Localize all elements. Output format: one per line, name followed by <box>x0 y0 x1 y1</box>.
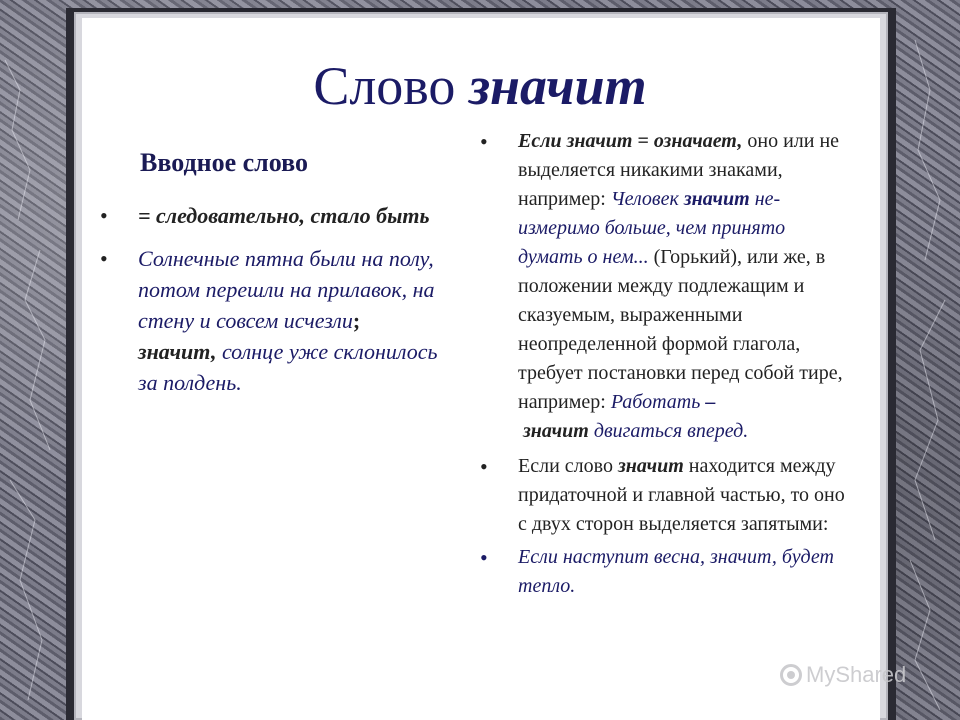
watermark: MyShared <box>780 658 906 692</box>
left-column <box>100 200 450 398</box>
right-column <box>480 127 852 601</box>
bullet-icon: • <box>480 454 488 479</box>
left-heading: Вводное слово <box>140 148 308 177</box>
right-bullet-example: • Если наступит весна, значит, будет тепло. <box>480 545 834 597</box>
bullet-icon: • <box>480 129 488 154</box>
bullet-icon: • <box>100 203 108 228</box>
myshared-logo-icon <box>780 664 802 686</box>
bullet-icon: • <box>480 545 488 570</box>
bullet-icon: • <box>100 246 108 271</box>
left-bullet-example: • Солнечные пятна были на полу, потом перешли на прилавок, на стену и совсем исчезли; значит, солнце уже склонилось за полдень. <box>100 243 450 398</box>
slide-title: Слово значит <box>313 56 647 116</box>
left-bullet-meaning: • = следовательно, стало быть <box>100 200 450 231</box>
right-bullet-commas: • Если слово значит находится между придаточной и главной частью, то оно с двух сторон выделяется запятыми: <box>480 454 845 535</box>
right-bullet-means: • Если значит = означает, оно или не выделяется никакими знаками, например: Человек значит не-измеримо больше, чем принято думать о нем... (Горький), или же, в положении между подлежащим и сказуемым, выраженными неопределенной формой глагола, требует постановки перед собой тире, например: Работать – значит двигаться вперед. <box>480 129 843 442</box>
